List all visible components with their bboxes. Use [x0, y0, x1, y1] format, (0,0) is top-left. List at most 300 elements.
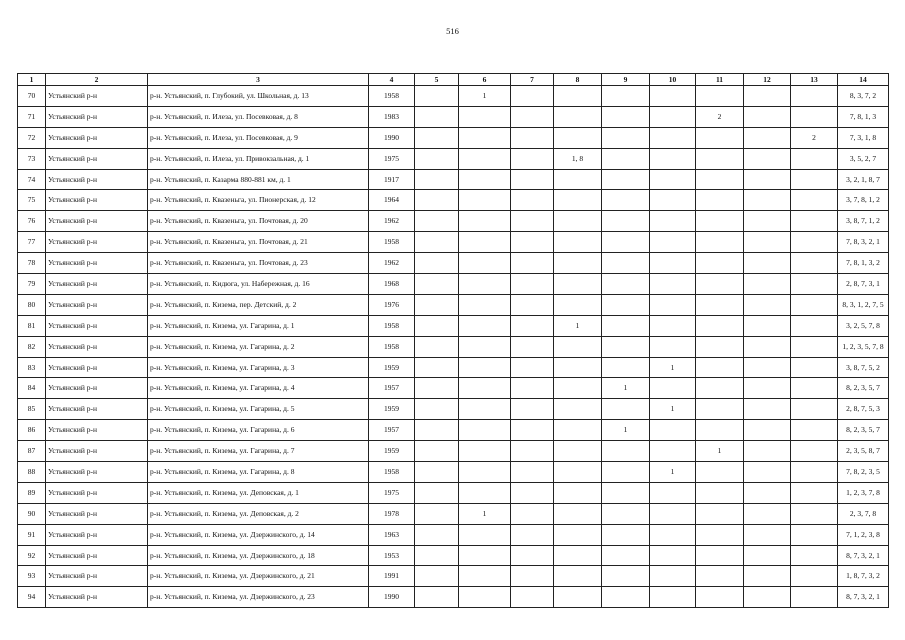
table-cell-c12 [744, 357, 791, 378]
table-cell-c7 [511, 190, 554, 211]
table-cell-c9 [602, 106, 650, 127]
table-cell-c8 [554, 566, 602, 587]
table-cell-c3: р-н. Устьянский, п. Кизема, ул. Гагарина, д. 5 [148, 399, 369, 420]
table-cell-c4: 1917 [369, 169, 415, 190]
table-cell-c6 [459, 462, 511, 483]
table-cell-c3: р-н. Устьянский, п. Кизема, ул. Деповская, д. 2 [148, 503, 369, 524]
table-cell-c6 [459, 545, 511, 566]
table-cell-c4: 1991 [369, 566, 415, 587]
table-cell-c10 [650, 441, 696, 462]
table-cell-c9 [602, 566, 650, 587]
table-cell-c7 [511, 399, 554, 420]
table-cell-c9 [602, 503, 650, 524]
table-row [18, 148, 889, 169]
table-cell-c5 [415, 420, 459, 441]
table-cell-c9 [602, 462, 650, 483]
table-cell-c14: 7, 8, 3, 2, 1 [838, 232, 889, 253]
table-cell-c10 [650, 524, 696, 545]
table-cell-c10 [650, 86, 696, 107]
table-cell-c14: 1, 8, 7, 3, 2 [838, 566, 889, 587]
table-cell-c10 [650, 190, 696, 211]
table-cell-c1: 71 [18, 106, 46, 127]
table-cell-c7 [511, 545, 554, 566]
table-cell-c12 [744, 294, 791, 315]
table-cell-c3: р-н. Устьянский, п. Кидюга, ул. Набережная, д. 16 [148, 274, 369, 295]
table-row [18, 566, 889, 587]
table-cell-c4: 1978 [369, 503, 415, 524]
table-cell-c14: 7, 8, 2, 3, 5 [838, 462, 889, 483]
table-cell-c11 [696, 86, 744, 107]
table-cell-c2: Устьянский р-н [46, 503, 148, 524]
table-cell-c1: 87 [18, 441, 46, 462]
table-row [18, 420, 889, 441]
table-row [18, 587, 889, 608]
table-cell-c5 [415, 399, 459, 420]
table-cell-c4: 1958 [369, 336, 415, 357]
table-cell-c12 [744, 482, 791, 503]
column-header-14: 14 [838, 74, 889, 86]
table-cell-c11 [696, 148, 744, 169]
table-cell-c12 [744, 274, 791, 295]
table-cell-c3: р-н. Устьянский, п. Кизема, ул. Дзержинского, д. 21 [148, 566, 369, 587]
table-cell-c13 [791, 274, 838, 295]
table-cell-c8 [554, 190, 602, 211]
table-cell-c11 [696, 566, 744, 587]
table-cell-c11 [696, 524, 744, 545]
table-row [18, 253, 889, 274]
table-cell-c6 [459, 169, 511, 190]
table-body [18, 86, 889, 608]
table-cell-c8: 1 [554, 315, 602, 336]
table-cell-c10 [650, 420, 696, 441]
table-cell-c9 [602, 253, 650, 274]
table-row [18, 482, 889, 503]
column-header-4: 4 [369, 74, 415, 86]
table-cell-c11 [696, 545, 744, 566]
table-cell-c4: 1963 [369, 524, 415, 545]
table-cell-c9 [602, 86, 650, 107]
table-cell-c8 [554, 211, 602, 232]
table-cell-c13 [791, 378, 838, 399]
table-cell-c13 [791, 86, 838, 107]
table-cell-c14: 7, 3, 1, 8 [838, 127, 889, 148]
table-cell-c11 [696, 211, 744, 232]
table-cell-c11 [696, 190, 744, 211]
table-cell-c14: 8, 3, 7, 2 [838, 86, 889, 107]
table-cell-c1: 74 [18, 169, 46, 190]
table-cell-c6 [459, 232, 511, 253]
table-cell-c1: 81 [18, 315, 46, 336]
column-header-13: 13 [791, 74, 838, 86]
table-cell-c8 [554, 482, 602, 503]
table-cell-c14: 1, 2, 3, 7, 8 [838, 482, 889, 503]
table-cell-c1: 83 [18, 357, 46, 378]
table-cell-c12 [744, 253, 791, 274]
table-cell-c2: Устьянский р-н [46, 294, 148, 315]
table-row [18, 190, 889, 211]
table-cell-c8 [554, 462, 602, 483]
table-cell-c6 [459, 587, 511, 608]
table-cell-c13 [791, 524, 838, 545]
table-cell-c9 [602, 190, 650, 211]
table-cell-c1: 89 [18, 482, 46, 503]
table-cell-c8 [554, 294, 602, 315]
table-cell-c13 [791, 294, 838, 315]
table-cell-c4: 1958 [369, 315, 415, 336]
table-cell-c5 [415, 315, 459, 336]
table-cell-c3: р-н. Устьянский, п. Кизема, ул. Гагарина, д. 3 [148, 357, 369, 378]
table-cell-c13 [791, 148, 838, 169]
table-cell-c14: 8, 2, 3, 5, 7 [838, 420, 889, 441]
table-cell-c14: 3, 5, 2, 7 [838, 148, 889, 169]
table-cell-c7 [511, 378, 554, 399]
table-cell-c7 [511, 86, 554, 107]
table-cell-c6 [459, 274, 511, 295]
table-cell-c10: 1 [650, 357, 696, 378]
table-cell-c8 [554, 420, 602, 441]
table-cell-c3: р-н. Устьянский, п. Казарма 880-881 км, д. 1 [148, 169, 369, 190]
table-cell-c10 [650, 211, 696, 232]
table-row [18, 441, 889, 462]
table-cell-c6 [459, 253, 511, 274]
table-cell-c10 [650, 336, 696, 357]
table-row [18, 336, 889, 357]
table-cell-c13 [791, 482, 838, 503]
table-cell-c11 [696, 315, 744, 336]
table-cell-c8 [554, 336, 602, 357]
table-cell-c6 [459, 127, 511, 148]
table-cell-c13 [791, 420, 838, 441]
table-cell-c2: Устьянский р-н [46, 378, 148, 399]
table-cell-c5 [415, 378, 459, 399]
table-cell-c8 [554, 106, 602, 127]
table-cell-c9 [602, 336, 650, 357]
table-cell-c4: 1964 [369, 190, 415, 211]
table-cell-c11 [696, 357, 744, 378]
table-cell-c11: 2 [696, 106, 744, 127]
table-row [18, 232, 889, 253]
table-cell-c4: 1958 [369, 86, 415, 107]
table-cell-c1: 72 [18, 127, 46, 148]
table-cell-c9 [602, 315, 650, 336]
table-cell-c3: р-н. Устьянский, п. Кизема, ул. Гагарина, д. 2 [148, 336, 369, 357]
table-cell-c3: р-н. Устьянский, п. Кизема, ул. Гагарина, д. 8 [148, 462, 369, 483]
table-cell-c5 [415, 127, 459, 148]
table-cell-c10 [650, 253, 696, 274]
table-cell-c11 [696, 587, 744, 608]
table-cell-c6 [459, 441, 511, 462]
table-cell-c8 [554, 524, 602, 545]
table-cell-c12 [744, 336, 791, 357]
table-cell-c14: 3, 8, 7, 5, 2 [838, 357, 889, 378]
table-cell-c10 [650, 482, 696, 503]
table-cell-c2: Устьянский р-н [46, 106, 148, 127]
table-cell-c7 [511, 274, 554, 295]
table-cell-c8 [554, 587, 602, 608]
table-cell-c8 [554, 274, 602, 295]
table-cell-c3: р-н. Устьянский, п. Кизема, ул. Гагарина, д. 6 [148, 420, 369, 441]
table-cell-c13 [791, 169, 838, 190]
table-row [18, 86, 889, 107]
table-cell-c5 [415, 336, 459, 357]
table-cell-c1: 76 [18, 211, 46, 232]
table-cell-c7 [511, 503, 554, 524]
column-header-10: 10 [650, 74, 696, 86]
table-cell-c10 [650, 127, 696, 148]
table-cell-c10 [650, 148, 696, 169]
table-cell-c3: р-н. Устьянский, п. Квазеньга, ул. Почтовая, д. 23 [148, 253, 369, 274]
table-cell-c12 [744, 566, 791, 587]
table-cell-c13 [791, 503, 838, 524]
table-row [18, 524, 889, 545]
table-cell-c7 [511, 357, 554, 378]
table-cell-c1: 84 [18, 378, 46, 399]
table-cell-c2: Устьянский р-н [46, 169, 148, 190]
table-cell-c1: 79 [18, 274, 46, 295]
table-cell-c8 [554, 503, 602, 524]
table-cell-c4: 1959 [369, 357, 415, 378]
table-cell-c9 [602, 482, 650, 503]
table-cell-c9 [602, 441, 650, 462]
table-cell-c1: 86 [18, 420, 46, 441]
table-cell-c3: р-н. Устьянский, п. Илеза, ул. Привокзальная, д. 1 [148, 148, 369, 169]
table-cell-c1: 82 [18, 336, 46, 357]
table-cell-c5 [415, 441, 459, 462]
table-cell-c11 [696, 503, 744, 524]
table-cell-c9: 1 [602, 378, 650, 399]
table-cell-c6: 1 [459, 86, 511, 107]
table-cell-c12 [744, 441, 791, 462]
table-cell-c5 [415, 253, 459, 274]
table-cell-c10 [650, 378, 696, 399]
table-cell-c4: 1957 [369, 378, 415, 399]
table-cell-c11 [696, 232, 744, 253]
column-header-5: 5 [415, 74, 459, 86]
table-cell-c6: 1 [459, 503, 511, 524]
table-cell-c11 [696, 482, 744, 503]
table-cell-c2: Устьянский р-н [46, 127, 148, 148]
table-cell-c4: 1975 [369, 148, 415, 169]
table-cell-c4: 1990 [369, 127, 415, 148]
table-cell-c7 [511, 127, 554, 148]
column-header-3: 3 [148, 74, 369, 86]
table-cell-c5 [415, 357, 459, 378]
table-cell-c2: Устьянский р-н [46, 315, 148, 336]
table-cell-c2: Устьянский р-н [46, 399, 148, 420]
table-cell-c5 [415, 86, 459, 107]
table-cell-c5 [415, 462, 459, 483]
table-cell-c5 [415, 169, 459, 190]
table-cell-c3: р-н. Устьянский, п. Квазеньга, ул. Почтовая, д. 20 [148, 211, 369, 232]
table-cell-c4: 1983 [369, 106, 415, 127]
table-cell-c12 [744, 232, 791, 253]
table-cell-c2: Устьянский р-н [46, 545, 148, 566]
table-cell-c2: Устьянский р-н [46, 462, 148, 483]
table-cell-c13 [791, 253, 838, 274]
table-row [18, 357, 889, 378]
table-cell-c13 [791, 587, 838, 608]
table-cell-c1: 77 [18, 232, 46, 253]
table-cell-c6 [459, 106, 511, 127]
table-cell-c4: 1962 [369, 211, 415, 232]
table-cell-c3: р-н. Устьянский, п. Кизема, ул. Дзержинского, д. 23 [148, 587, 369, 608]
table-row [18, 315, 889, 336]
table-cell-c7 [511, 211, 554, 232]
table-cell-c5 [415, 482, 459, 503]
table-cell-c3: р-н. Устьянский, п. Глубокий, ул. Школьная, д. 13 [148, 86, 369, 107]
table-cell-c12 [744, 211, 791, 232]
table-cell-c4: 1959 [369, 441, 415, 462]
table-cell-c8 [554, 378, 602, 399]
table-cell-c14: 3, 8, 7, 1, 2 [838, 211, 889, 232]
column-header-8: 8 [554, 74, 602, 86]
table-cell-c6 [459, 420, 511, 441]
table-cell-c1: 80 [18, 294, 46, 315]
table-cell-c8: 1, 8 [554, 148, 602, 169]
table-cell-c4: 1976 [369, 294, 415, 315]
table-row [18, 274, 889, 295]
table-cell-c12 [744, 86, 791, 107]
table-cell-c13 [791, 106, 838, 127]
table-cell-c3: р-н. Устьянский, п. Кизема, ул. Гагарина, д. 4 [148, 378, 369, 399]
table-cell-c10 [650, 169, 696, 190]
table-cell-c14: 2, 3, 7, 8 [838, 503, 889, 524]
table-cell-c13 [791, 357, 838, 378]
table-cell-c2: Устьянский р-н [46, 190, 148, 211]
table-row [18, 503, 889, 524]
table-cell-c5 [415, 190, 459, 211]
table-cell-c1: 94 [18, 587, 46, 608]
table-cell-c7 [511, 106, 554, 127]
table-cell-c7 [511, 148, 554, 169]
table-cell-c13 [791, 211, 838, 232]
table-cell-c3: р-н. Устьянский, п. Квазеньга, ул. Пионерская, д. 12 [148, 190, 369, 211]
table-cell-c6 [459, 315, 511, 336]
table-cell-c10 [650, 106, 696, 127]
table-cell-c13 [791, 545, 838, 566]
table-cell-c6 [459, 336, 511, 357]
table-cell-c13 [791, 462, 838, 483]
table-row [18, 378, 889, 399]
table-cell-c10: 1 [650, 462, 696, 483]
table-cell-c7 [511, 524, 554, 545]
table-cell-c6 [459, 378, 511, 399]
table-cell-c14: 7, 8, 1, 3, 2 [838, 253, 889, 274]
table-cell-c11 [696, 169, 744, 190]
table-cell-c14: 1, 2, 3, 5, 7, 8 [838, 336, 889, 357]
table-cell-c5 [415, 232, 459, 253]
table-cell-c8 [554, 253, 602, 274]
table-cell-c3: р-н. Устьянский, п. Кизема, ул. Гагарина, д. 1 [148, 315, 369, 336]
table-cell-c1: 93 [18, 566, 46, 587]
table-cell-c4: 1968 [369, 274, 415, 295]
table-cell-c8 [554, 169, 602, 190]
table-cell-c11 [696, 462, 744, 483]
table-cell-c9 [602, 211, 650, 232]
table-cell-c10 [650, 315, 696, 336]
table-cell-c13 [791, 232, 838, 253]
table-cell-c8 [554, 127, 602, 148]
table-cell-c6 [459, 294, 511, 315]
table-cell-c3: р-н. Устьянский, п. Кизема, ул. Гагарина, д. 7 [148, 441, 369, 462]
table-cell-c7 [511, 587, 554, 608]
table-cell-c14: 8, 3, 1, 2, 7, 5 [838, 294, 889, 315]
table-cell-c12 [744, 148, 791, 169]
table-cell-c7 [511, 566, 554, 587]
table-cell-c1: 88 [18, 462, 46, 483]
table-cell-c12 [744, 545, 791, 566]
table-cell-c4: 1957 [369, 420, 415, 441]
table-cell-c5 [415, 503, 459, 524]
table-cell-c4: 1953 [369, 545, 415, 566]
table-cell-c5 [415, 106, 459, 127]
table-cell-c12 [744, 399, 791, 420]
table-row [18, 127, 889, 148]
table-cell-c1: 70 [18, 86, 46, 107]
table-cell-c13: 2 [791, 127, 838, 148]
table-cell-c11 [696, 127, 744, 148]
table-cell-c14: 8, 7, 3, 2, 1 [838, 587, 889, 608]
data-table [17, 73, 889, 608]
column-header-1: 1 [18, 74, 46, 86]
table-cell-c6 [459, 190, 511, 211]
table-cell-c8 [554, 545, 602, 566]
table-cell-c12 [744, 315, 791, 336]
table-cell-c4: 1990 [369, 587, 415, 608]
column-header-7: 7 [511, 74, 554, 86]
table-cell-c14: 2, 8, 7, 5, 3 [838, 399, 889, 420]
table-row [18, 462, 889, 483]
table-cell-c3: р-н. Устьянский, п. Илеза, ул. Посевковая, д. 9 [148, 127, 369, 148]
table-row [18, 294, 889, 315]
table-cell-c5 [415, 545, 459, 566]
table-cell-c7 [511, 294, 554, 315]
table-cell-c12 [744, 420, 791, 441]
table-cell-c6 [459, 211, 511, 232]
table-cell-c8 [554, 441, 602, 462]
table-cell-c7 [511, 462, 554, 483]
table-cell-c12 [744, 190, 791, 211]
table-cell-c7 [511, 253, 554, 274]
table-cell-c12 [744, 587, 791, 608]
table-cell-c14: 3, 7, 8, 1, 2 [838, 190, 889, 211]
table-cell-c3: р-н. Устьянский, п. Илеза, ул. Посевковая, д. 8 [148, 106, 369, 127]
table-cell-c13 [791, 399, 838, 420]
table-cell-c6 [459, 482, 511, 503]
table-cell-c9 [602, 274, 650, 295]
table-cell-c6 [459, 399, 511, 420]
table-cell-c6 [459, 524, 511, 545]
table-cell-c2: Устьянский р-н [46, 441, 148, 462]
table-cell-c4: 1958 [369, 232, 415, 253]
table-cell-c11 [696, 420, 744, 441]
table-cell-c1: 92 [18, 545, 46, 566]
table-cell-c10 [650, 232, 696, 253]
table-row [18, 169, 889, 190]
table-row [18, 545, 889, 566]
table-cell-c5 [415, 566, 459, 587]
table-cell-c10 [650, 545, 696, 566]
table-cell-c2: Устьянский р-н [46, 420, 148, 441]
table-cell-c11 [696, 274, 744, 295]
table-cell-c7 [511, 315, 554, 336]
table-cell-c3: р-н. Устьянский, п. Кизема, ул. Дзержинского, д. 18 [148, 545, 369, 566]
table-cell-c12 [744, 503, 791, 524]
table-cell-c13 [791, 336, 838, 357]
table-cell-c2: Устьянский р-н [46, 211, 148, 232]
table-cell-c7 [511, 441, 554, 462]
table-cell-c11 [696, 253, 744, 274]
